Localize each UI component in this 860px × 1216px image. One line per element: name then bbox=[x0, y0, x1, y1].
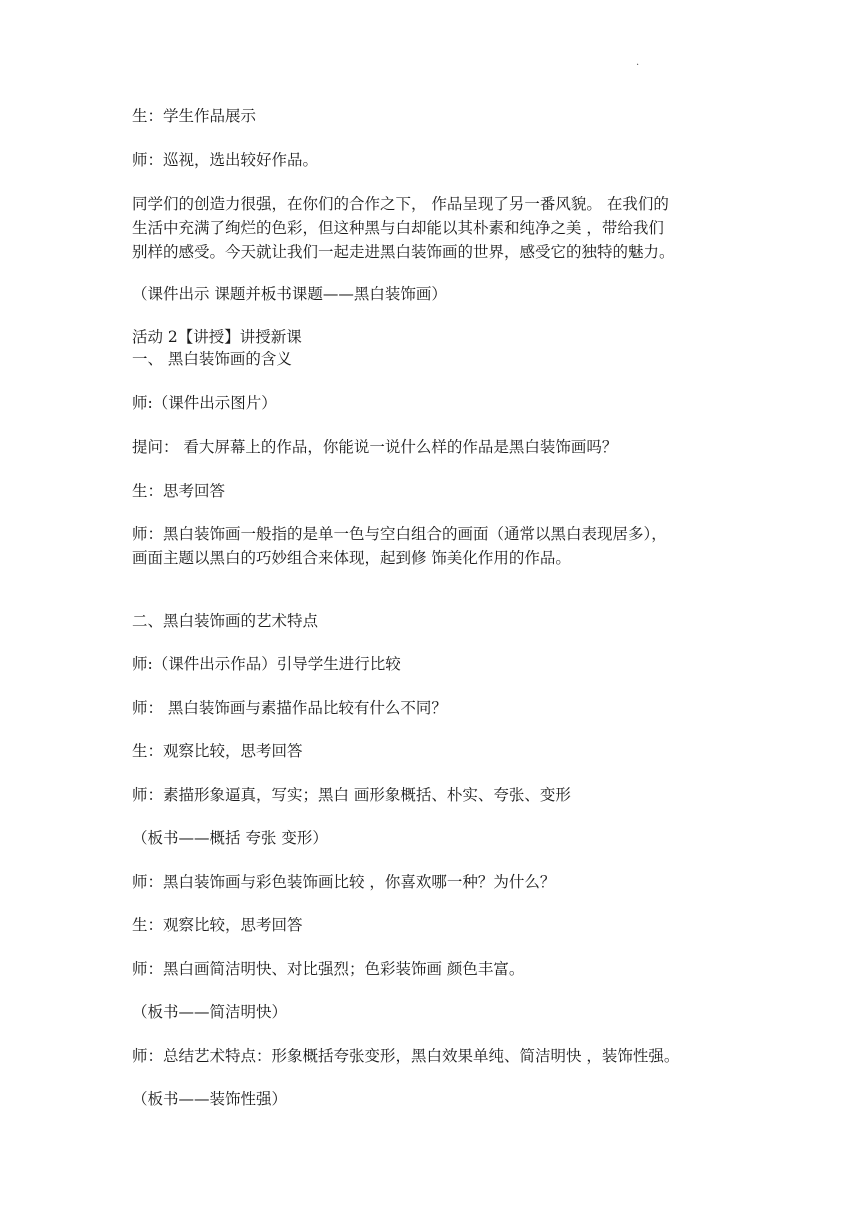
text-line-board-2: （板书——简洁明快） bbox=[132, 1003, 288, 1021]
text-line-sketch-answer: 师：素描形象逼真，写实；黑白 画形象概括、朴实、夸张、变形 bbox=[132, 786, 571, 804]
intro-paragraph-line-3: 别样的感受。今天就让我们一起走进黑白装饰画的世界，感受它的独特的魅力。 bbox=[132, 243, 675, 261]
activity-heading: 活动 2【讲授】讲授新课 bbox=[132, 328, 302, 346]
text-line-board-3: （板书——装饰性强） bbox=[132, 1090, 288, 1108]
text-line-color-answer: 师：黑白画简洁明快、对比强烈；色彩装饰画 颜色丰富。 bbox=[132, 960, 525, 978]
text-line-compare-color: 师：黑白装饰画与彩色装饰画比较 ，你喜欢哪一种？为什么？ bbox=[132, 873, 556, 891]
section-heading-2: 二、黑白装饰画的艺术特点 bbox=[132, 612, 319, 630]
header-mark: . bbox=[636, 57, 640, 68]
text-line-student-think: 生：思考回答 bbox=[132, 482, 226, 500]
text-line-show-images: 师:（课件出示图片） bbox=[132, 394, 277, 412]
text-line-board-1: （板书——概括 夸张 变形） bbox=[132, 829, 328, 847]
definition-paragraph-line-1: 师：黑白装饰画一般指的是单一色与空白组合的画面（通常以黑白表现居多）， bbox=[132, 525, 667, 543]
text-line-summary: 师：总结艺术特点：形象概括夸张变形，黑白效果单纯、简洁明快 ，装饰性强。 bbox=[132, 1047, 680, 1065]
definition-paragraph-line-2: 画面主题以黑白的巧妙组合来体现，起到修 饰美化作用的作品。 bbox=[132, 549, 571, 567]
text-line-student-observe-1: 生：观察比较，思考回答 bbox=[132, 742, 303, 760]
text-line-student-observe-2: 生：观察比较，思考回答 bbox=[132, 916, 303, 934]
intro-paragraph bbox=[132, 192, 742, 264]
section-heading-1: 一、 黑白装饰画的含义 bbox=[132, 350, 292, 368]
text-line-compare-sketch: 师： 黑白装饰画与素描作品比较有什么不同？ bbox=[132, 699, 447, 717]
text-line-teacher-patrol: 师：巡视，选出较好作品。 bbox=[132, 151, 319, 169]
text-line-question: 提问： 看大屏幕上的作品，你能说一说什么样的作品是黑白装饰画吗？ bbox=[132, 438, 618, 456]
text-line-student-display: 生：学生作品展示 bbox=[132, 107, 257, 125]
intro-paragraph-line-2: 生活中充满了绚烂的色彩，但这种黑与白却能以其朴素和纯净之美 ，带给我们 bbox=[132, 219, 664, 237]
intro-paragraph-line-1: 同学们的创造力很强，在你们的合作之下， 作品呈现了另一番风貌。 在我们的 bbox=[132, 195, 669, 213]
definition-paragraph bbox=[132, 522, 742, 570]
text-line-compare-guide: 师:（课件出示作品）引导学生进行比较 bbox=[132, 655, 401, 673]
text-line-courseware-title: （课件出示 课题并板书课题——黑白装饰画） bbox=[132, 285, 447, 303]
